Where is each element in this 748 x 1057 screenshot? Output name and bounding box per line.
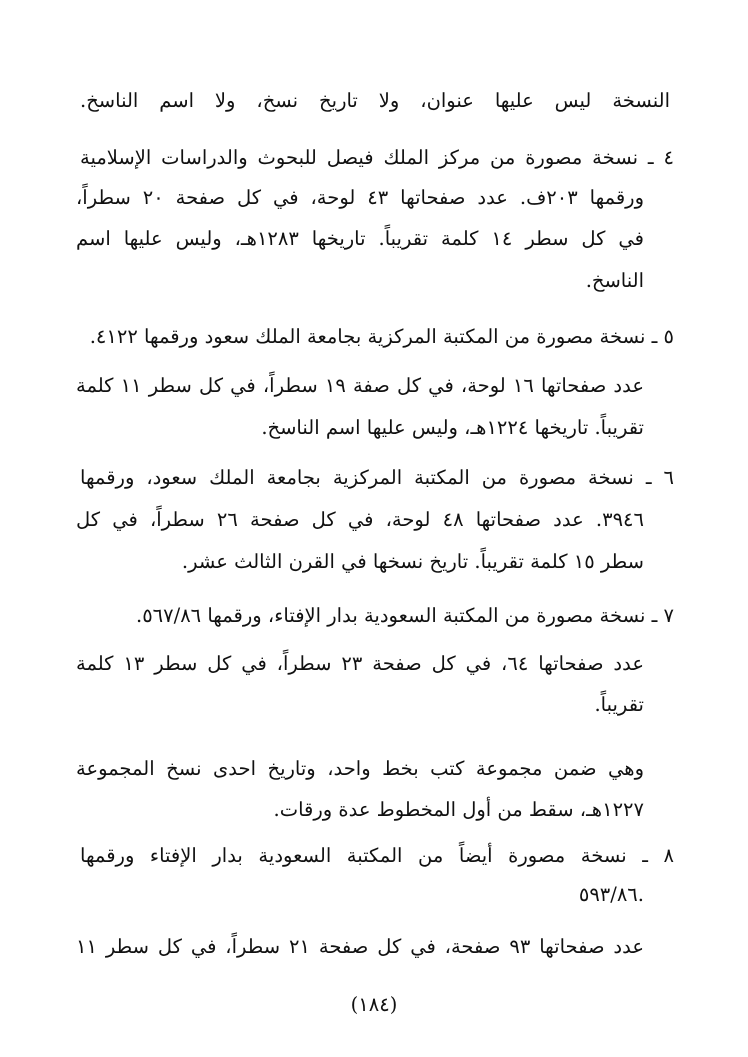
item-5-line-3: تقريباً. تاريخها ١٢٢٤هـ، وليس عليها اسم الناسخ.	[261, 416, 644, 439]
item-7-line-4: وهي ضمن مجموعة كتب بخط واحد، وتاريخ احدى نسخ المجموعة	[76, 757, 644, 780]
item-7-line-5: ١٢٢٧هـ، سقط من أول المخطوط عدة ورقات.	[273, 798, 644, 821]
item-6-line-1: ٦ ـ نسخة مصورة من المكتبة المركزية بجامعة الملك سعود، ورقمها	[80, 466, 674, 489]
item-4-line-2: ورقمها ٢٠٣ف. عدد صفحاتها ٤٣ لوحة، في كل صفحة ٢٠ سطراً،	[76, 186, 645, 209]
item-8-line-3: عدد صفحاتها ٩٣ صفحة، في كل صفحة ٢١ سطراً، في كل سطر ١١	[76, 935, 644, 958]
item-6-line-2: ٣٩٤٦. عدد صفحاتها ٤٨ لوحة، في كل صفحة ٢٦ سطراً، في كل	[76, 508, 644, 531]
page-number: (١٨٤)	[350, 993, 398, 1016]
item-6-line-3: سطر ١٥ كلمة تقريباً. تاريخ نسخها في القرن الثالث عشر.	[181, 550, 644, 573]
item-4-line-3: في كل سطر ١٤ كلمة تقريباً. تاريخها ١٢٨٣هـ، وليس عليها اسم	[76, 227, 644, 250]
item-8-line-1: ٨ ـ نسخة مصورة أيضاً من المكتبة السعودية بدار الإفتاء ورقمها	[80, 844, 674, 867]
item-5-line-2: عدد صفحاتها ١٦ لوحة، في كل صفة ١٩ سطراً، في كل سطر ١١ كلمة	[76, 374, 644, 397]
item-7-line-2: عدد صفحاتها ٦٤، في كل صفحة ٢٣ سطراً، في كل سطر ١٣ كلمة	[76, 652, 644, 675]
item-4-line-1: ٤ ـ نسخة مصورة من مركز الملك فيصل للبحوث والدراسات الإسلامية	[80, 146, 674, 169]
item-4-line-4: الناسخ.	[585, 269, 644, 292]
item-8-line-2: ٥٩٣/٨٦.	[578, 883, 644, 906]
item-5-line-1: ٥ ـ نسخة مصورة من المكتبة المركزية بجامعة الملك سعود ورقمها ٤١٢٢.	[89, 325, 674, 348]
text-line-1: النسخة ليس عليها عنوان، ولا تاريخ نسخ، ولا اسم الناسخ.	[80, 89, 670, 112]
item-7-line-1: ٧ ـ نسخة مصورة من المكتبة السعودية بدار الإفتاء، ورقمها ٥٦٧/٨٦.	[136, 604, 674, 627]
item-7-line-3: تقريباً.	[594, 693, 644, 716]
